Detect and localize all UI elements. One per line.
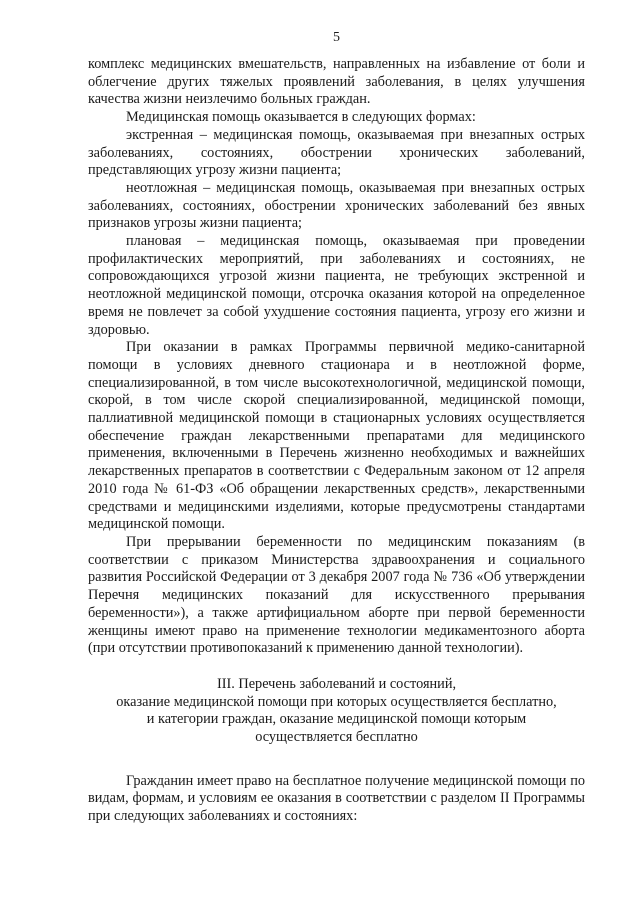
section-heading-line-1: III. Перечень заболеваний и состояний, xyxy=(216,675,457,692)
section-heading xyxy=(88,676,585,747)
section-heading-line-3: и категории граждан, оказание медицинской помощи которым xyxy=(146,711,527,728)
paragraph-emergency-form: экстренная – медицинская помощь, оказываемая при внезапных острых заболеваниях, состояниях, обострении хронических заболеваний, представляющих угрозу жизни пациента; xyxy=(88,126,585,179)
document-page xyxy=(88,30,585,826)
paragraph-citizen-rights: Гражданин имеет право на бесплатное получение медицинской помощи по видам, формам, и условиям ее оказания в соответствии с разделом II Программы при следующих заболеваниях и состояниях: xyxy=(88,772,585,825)
section-heading-line-4: осуществляется бесплатно xyxy=(255,729,418,746)
paragraph-pregnancy-termination: При прерывании беременности по медицинским показаниям (в соответствии с приказом Министерства здравоохранения и социального развития Российской Федерации от 3 декабря 2007 года № 736 «Об утверждении Перечня медицинских показаний для искусственного прерывания беременности»), а также артифициальном аборте при первой беременности женщины имеют право на применение технологии медикаментозного аборта (при отсутствии противопоказаний к применению данной технологии). xyxy=(88,533,585,657)
page-number: 5 xyxy=(333,30,340,45)
paragraph-medication-provision: При оказании в рамках Программы первичной медико-санитарной помощи в условиях дневного стационара и в неотложной форме, специализированной, в том числе высокотехнологичной, медицинской помощи, скорой, в том числе скорой специализированной, медицинской помощи, паллиативной медицинской помощи в стационарных условиях осуществляется обеспечение граждан лекарственными препаратами для медицинского применения, включенными в Перечень жизненно необходимых и важнейших лекарственных препаратов в соответствии с Федеральным законом от 12 апреля 2010 года № 61-ФЗ «Об обращении лекарственных средств», лекарственными средствами и медицинскими изделиями, которые предусмотрены стандартами медицинской помощи. xyxy=(88,339,585,533)
paragraph-forms-intro: Медицинская помощь оказывается в следующих формах: xyxy=(126,109,476,126)
section-heading-line-2: оказание медицинской помощи при которых осуществляется бесплатно, xyxy=(116,693,557,710)
paragraph-planned-form: плановая – медицинская помощь, оказываемая при проведении профилактических мероприятий, при заболеваниях и состояниях, не сопровождающихся угрозой жизни пациента, не требующих экстренной и неотложной медицинской помощи, отсрочка оказания которой на определенное время не повлечет за собой ухудшение состояния пациента, угрозу его жизни и здоровью. xyxy=(88,233,585,338)
paragraph-urgent-form: неотложная – медицинская помощь, оказываемая при внезапных острых заболеваниях, состояниях, обострении хронических заболеваний без явных признаков угрозы жизни пациента; xyxy=(88,179,585,232)
paragraph-palliative-continuation: комплекс медицинских вмешательств, направленных на избавление от боли и облегчение других тяжелых проявлений заболевания, в целях улучшения качества жизни неизлечимо больных граждан. xyxy=(88,56,585,108)
